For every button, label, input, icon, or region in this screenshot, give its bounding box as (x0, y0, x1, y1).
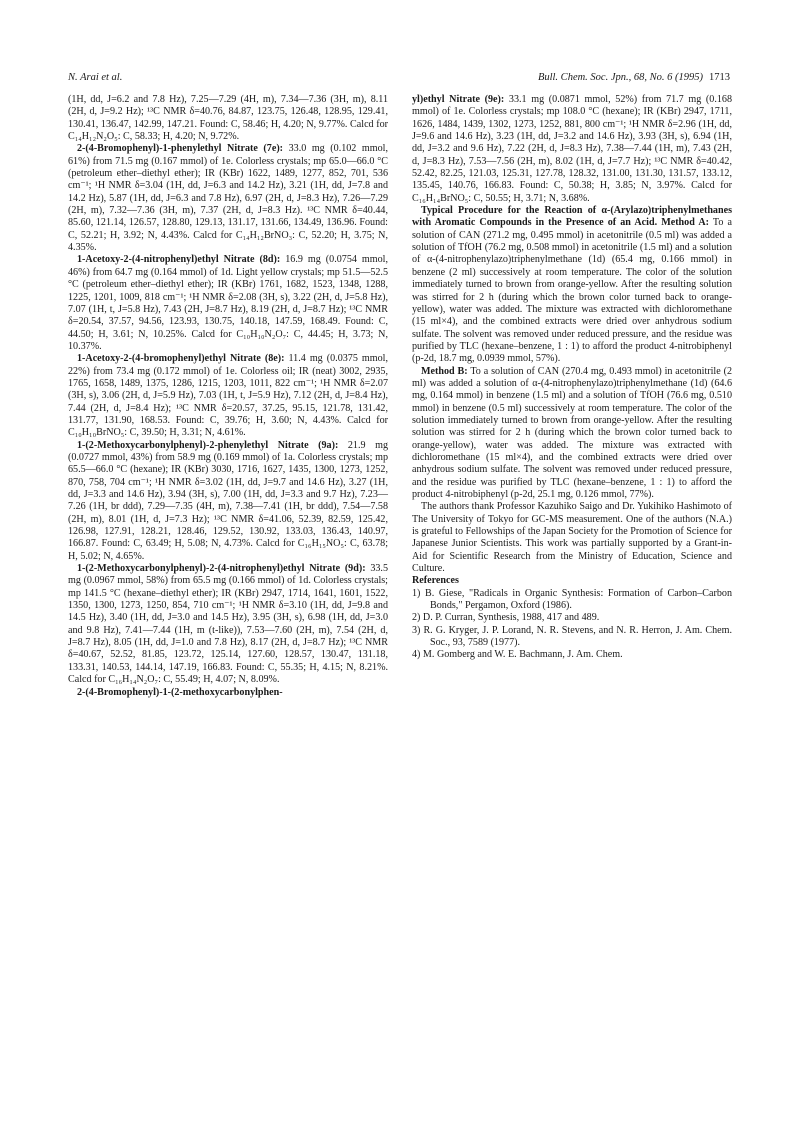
page-number: 1713 (709, 72, 730, 83)
compound-title-7e: 2-(4-Bromophenyl)-1-phenylethyl Nitrate (7e): (77, 143, 284, 155)
compound-title-9e-end: yl)ethyl Nitrate (9e): (412, 94, 505, 105)
compound-title-9e-start: 2-(4-Bromophenyl)-1-(2-methoxycarbonylphen- (77, 686, 283, 698)
compound-entry-7e (68, 143, 388, 254)
compound-body-9d: 33.5 mg (0.0967 mmol, 58%) from 65.5 mg (0.166 mmol) of 1d. Colorless crystals; mp 141.5 °C (hexane–diethyl ether); IR (KBr) 2947, 1714, 1641, 1601, 1522, 1350, 1300, 1273, 1250, 854, 710 cm⁻¹; ¹H NMR δ=3.10 (1H, dd, J=9.8 and 14.5 Hz), 3.40 (1H, dd, J=3.0 and 14.5 Hz), 3.95 (3H, s), 6.98 (1H, dd, J=3.0 and 9.8 Hz), 7.41—7.44 (1H, m (t-like)), 7.53—7.60 (2H, m), 7.54 (2H, d, J=8.7 Hz), 8.05 (1H, dd, J=1.0 and 7.8 Hz), 8.17 (2H, d, J=8.7 Hz); ¹³C NMR δ=40.67, 52.52, 81.85, 123.72, 125.14, 127.60, 128.57, 130.47, 131.18, 133.31, 140.53, 144.14, 147.19, 166.83. Found: C, 55.35; H, 4.15; N, 8.21%. Calcd for C₁₆H₁₄N₂O₇: C, 55.49; H, 4.07; N, 8.09%. (68, 563, 389, 686)
compound-title-8e: 1-Acetoxy-2-(4-bromophenyl)ethyl Nitrate (8e): (77, 353, 285, 365)
compound-body-7e: 33.0 mg (0.102 mmol, 61%) from 71.5 mg (0.167 mmol) of 1e. Colorless crystals; mp 65.0—66.0 °C (petroleum ether–diethyl ether); IR (KBr) 1622, 1489, 1277, 852, 701, 536 cm⁻¹; ¹H NMR δ=3.04 (1H, dd, J=6.3 and 14.2 Hz), 3.21 (1H, dd, J=7.8 and 14.2 Hz), 5.87 (1H, dd, J=6.3 and 7.8 Hz), 6.97 (2H, d, J=8.3 Hz), 7.26—7.29 (2H, m), 7.32—7.36 (3H, m), 7.37 (2H, d, J=8.3 Hz). ¹³C NMR δ=40.44, 85.60, 121.14, 126.57, 128.80, 129.13, 131.17, 131.66, 134.49, 136.96. Found: C, 52.21; H, 3.92; N, 4.43%. Calcd for C₁₄H₁₂BrNO₃: C, 52.20; H, 3.75; N, 4.35%. (68, 143, 388, 254)
compound-entry-9d (68, 563, 388, 686)
compound-entry-9a (68, 440, 388, 563)
header-journal: Bull. Chem. Soc. Jpn., 68, No. 6 (1995) (537, 72, 703, 83)
compound-entry-8e (68, 353, 388, 439)
reference-item-3: 3) R. G. Kryger, J. P. Lorand, N. R. Stevens, and N. R. Herron, J. Am. Chem. Soc., 93, 7589 (1977). (412, 624, 732, 649)
compound-data-7d-continued: (1H, dd, J=6.2 and 7.8 Hz), 7.25—7.29 (4H, m), 7.34—7.36 (3H, m), 8.11 (2H, d, J=9.2 Hz); ¹³C NMR δ=40.76, 84.87, 123.75, 126.48, 128.95, 129.41, 130.41, 136.47, 142.99, 147.21. Found: C, 58.46; H, 4.20; N, 9.77%. Calcd for C₁₄H₁₂N₂O₅: C, 58.33; H, 4.20; N, 9.72%. (68, 94, 388, 143)
reference-item-4: 4) M. Gomberg and W. E. Bachmann, J. Am. Chem. (412, 649, 623, 661)
procedure-title-method-a: Typical Procedure for the Reaction of α-(Arylazo)triphenylmethanes with Aromatic Compounds in the Presence of an Acid. Method A: (412, 205, 732, 229)
compound-title-9d: 1-(2-Methoxycarbonylphenyl)-2-(4-nitrophenyl)ethyl Nitrate (9d): (77, 563, 366, 575)
header-authors: N. Arai et al. (68, 72, 123, 83)
left-column (68, 94, 388, 699)
reference-item-1: 1) B. Giese, "Radicals in Organic Synthesis: Formation of Carbon–Carbon Bonds," Pergamon, Oxford (1986). (412, 587, 732, 612)
procedure-title-method-b: Method B: (421, 365, 468, 377)
right-column (412, 94, 732, 662)
compound-entry-9e-start (68, 687, 388, 699)
reference-item-2: 2) D. P. Curran, Synthesis, 1988, 417 and 489. (412, 612, 600, 624)
compound-title-9a: 1-(2-Methoxycarbonylphenyl)-2-phenylethyl Nitrate (9a): (77, 439, 339, 451)
compound-entry-8d (68, 254, 388, 353)
header-journal-block (538, 72, 730, 83)
procedure-body-method-b: To a solution of CAN (270.4 mg, 0.493 mmol) in acetonitrile (2 ml) was added a solution of α-(4-nitrophenylazo)triphenylmethane (1d) (64.6 mg, 0.164 mmol) in benzene (1.5 ml) and a solution of TfOH (76.6 mg, 0.510 mmol) in benzene (0.5 ml) successively at room temperature. The color of the solution immediately turned to brown from orange-yellow. After the resulting solution was stirred for 2 h (during which the brown color turned back to orange-yellow), water was added. The mixture was extracted with dichloromethane (15 ml×4), and the combined extracts were dried over anhydrous sodium sulfate. The solvent was removed under reduced pressure, and the residue was purified by TLC (hexane–benzene, 1 : 1) to afford the product 4-nitrobiphenyl (p-2d, 25.1 mg, 0.126 mmol, 77%). (412, 365, 732, 500)
compound-body-9a: 21.9 mg (0.0727 mmol, 43%) from 58.9 mg (0.169 mmol) of 1a. Colorless crystals; mp 65.5—66.0 °C (hexane); IR (KBr) 3030, 1716, 1627, 1435, 1300, 1273, 1252, 870, 758, 704 cm⁻¹; ¹H NMR δ=3.02 (1H, dd, J=9.7 and 14.6 Hz), 3.27 (1H, dd, J=3.3 and 14.6 Hz), 3.94 (3H, s), 7.00 (1H, dd, J=3.3 and 9.7 Hz), 7.23—7.26 (1H, br ddd), 7.29—7.35 (4H, m), 7.38—7.41 (1H, br ddd), 7.54—7.58 (2H, m), 8.01 (1H, d, J=7.3 Hz); ¹³C NMR δ=41.06, 52.39, 82.59, 125.42, 126.98, 127.91, 128.21, 128.46, 129.52, 130.92, 133.03, 136.43, 140.97, 166.87. Found: C, 63.49; H, 5.08; N, 4.73%. Calcd for C₁₆H₁₅NO₅: C, 63.78; H, 5.02; N, 4.65%. (68, 439, 388, 562)
compound-title-8d: 1-Acetoxy-2-(4-nitrophenyl)ethyl Nitrate (8d): (77, 254, 281, 266)
procedure-body-method-a: To a solution of CAN (271.2 mg, 0.495 mmol) in acetonitrile (0.5 ml) was added a solution of TfOH (76.2 mg, 0.508 mmol) in acetonitrile (1.5 ml) and a solution of α-(4-nitrophenylazo)triphenylmethane (1d) (65.4 mg, 0.166 mmol) in benzene (2 ml) successively at room temperature. The color of the solution immediately turned to brown from orange-yellow. After the resulting solution was stirred for 2 h (during which the brown color turned back to orange-yellow), water was added. The mixture was extracted with dichloromethane (15 ml×4), and the combined extracts were dried over anhydrous sodium sulfate. The solvent was removed under reduced pressure, and the residue was purified by TLC (hexane–benzene, 1 : 1) to afford the product 4-nitrobiphenyl (p-2d, 18.7 mg, 0.0939 mmol, 57%). (412, 217, 732, 365)
compound-body-8d: 16.9 mg (0.0754 mmol, 46%) from 64.7 mg (0.164 mmol) of 1d. Light yellow crystals; mp 51.5—52.5 °C (petroleum ether–diethyl ether); IR (KBr) 1761, 1682, 1523, 1348, 1288, 1225, 1201, 1009, 818 cm⁻¹; ¹H NMR δ=2.08 (3H, s), 3.22 (2H, d, J=5.8 Hz), 7.07 (1H, t, J=5.8 Hz), 7.43 (2H, J=8.7 Hz), 8.19 (2H, d, J=8.7 Hz); ¹³C NMR δ=20.54, 37.57, 94.56, 123.93, 130.75, 140.18, 147.59, 168.49. Found: C, 44.50; H, 3.61; N, 10.25%. Calcd for C₁₀H₁₀N₂O₇: C, 44.45; H, 3.73; N, 10.37%. (68, 254, 388, 352)
compound-body-8e: 11.4 mg (0.0375 mmol, 22%) from 73.4 mg (0.172 mmol) of 1e. Colorless oil; IR (neat) 3002, 2935, 1765, 1658, 1489, 1375, 1286, 1215, 1203, 1011, 822 cm⁻¹; ¹H NMR δ=2.07 (3H, s), 3.06 (2H, d, J=5.9 Hz), 7.03 (1H, t, J=5.9 Hz), 7.12 (2H, d, J=8.4 Hz), 7.44 (2H, d, J=8.4 Hz); ¹³C NMR δ=20.57, 37.25, 95.15, 121.78, 131.42, 131.77, 131.90, 168.53. Found: C, 39.76; H, 3.60; N, 4.43%. Calcd for C₁₀H₁₀BrNO₅: C, 39.50; H, 3.31; N, 4.61%. (68, 353, 388, 439)
running-header (68, 72, 730, 86)
procedure-method-b (412, 366, 732, 502)
compound-body-9e: 33.1 mg (0.0871 mmol, 52%) from 71.7 mg (0.168 mmol) of 1e. Colorless crystals; mp 108.0 °C (hexane); IR (KBr) 2947, 1711, 1626, 1484, 1439, 1302, 1273, 1252, 881, 800 cm⁻¹; ¹H NMR δ=2.96 (1H, dd, J=9.6 and 14.6 Hz), 3.23 (1H, dd, J=3.2 and 14.6 Hz), 3.93 (3H, s), 6.94 (1H, dd, J=3.2 and 9.6 Hz), 7.22 (2H, d, J=8.3 Hz), 7.38—7.44 (1H, m), 7.43 (2H, d, J=8.3 Hz), 7.53—7.56 (2H, m), 8.02 (1H, d, J=7.7 Hz); ¹³C NMR δ=40.42, 52.42, 82.25, 121.03, 125.31, 127.78, 128.32, 131.00, 131.30, 131.57, 133.12, 135.45, 140.76, 166.83. Found: C, 50.38; H, 3.85; N, 3.97%. Calcd for C₁₆H₁₄BrNO₅: C, 50.55; H, 3.71; N, 3.68%. (412, 94, 733, 204)
compound-entry-9e-end (412, 94, 732, 205)
references-heading: References (412, 575, 459, 587)
acknowledgements: The authors thank Professor Kazuhiko Saigo and Dr. Yukihiko Hashimoto of The University of Tokyo for GC-MS measurement. One of the authors (N.A.) is grateful to Fellowships of the Japan Society for the Promotion of Science for Japanese Junior Scientists. This work was partially supported by a Grant-in-Aid for Scientific Research from the Ministry of Education, Science and Culture. (412, 501, 732, 575)
procedure-method-a (412, 205, 732, 365)
